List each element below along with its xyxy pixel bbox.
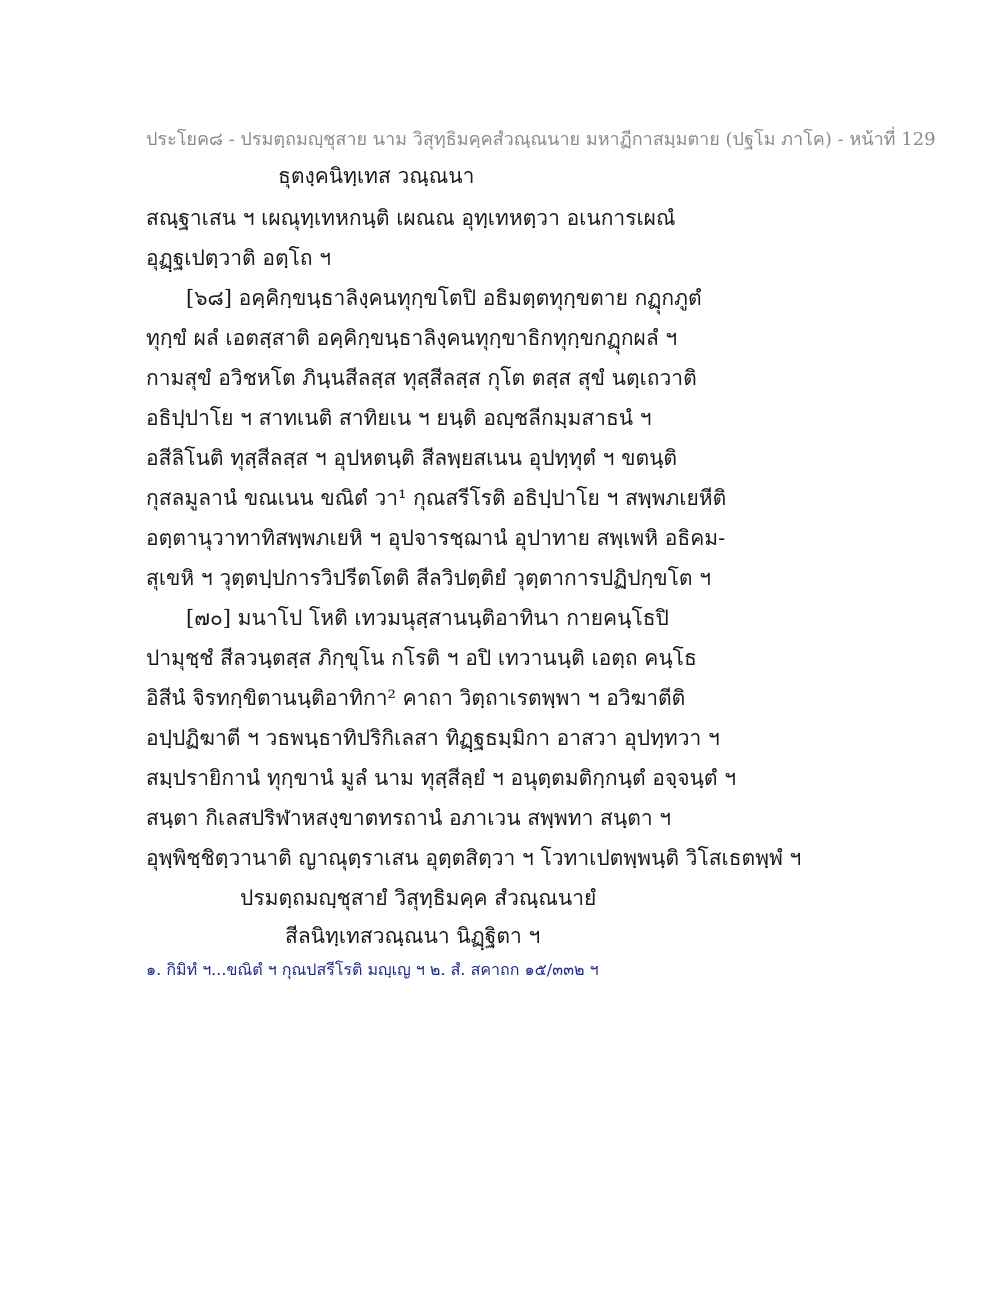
closing-line-2: สีลนิทฺเทสวณฺณนา นิฏฺฐิตา ฯ xyxy=(285,924,541,948)
text-line: อธิปฺปาโย ฯ สาทเนติ สาทิยเน ฯ ยนฺติ อญฺชลีกมฺมสาธนํ ฯ xyxy=(146,406,652,430)
paragraph-68-start: [๖๘] อคฺคิกฺขนฺธาลิงฺคนทุกฺขโตปิ อธิมตฺตทุกฺขตาย กฏุกภูตํ xyxy=(186,286,702,310)
text-line: สมฺปรายิกานํ ทุกฺขานํ มูลํ นาม ทุสฺสีลฺยํ ฯ อนุตฺตมติกฺกนฺตํ อจฺจนฺตํ ฯ xyxy=(146,766,736,790)
footnote: ๑. กิมิทํ ฯ...ขณิตํ ฯ กุณปสรีโรติ มญฺเญ ฯ ๒. สํ. สคาถก ๑๕/๓๓๒ ฯ xyxy=(146,960,599,979)
text-line: อิสีนํ จิรทกฺขิตานนฺติอาทิกา² คาถา วิตฺถาเรตพฺพา ฯ อวิฆาตีติ xyxy=(146,686,686,710)
text-line: อุพฺพิชฺชิตฺวานาติ ญาณุตฺราเสน อุตฺตสิตฺวา ฯ โวทาเปตพฺพนฺติ วิโสเธตพฺพํ ฯ xyxy=(146,846,802,870)
text-line: สณฺฐาเสน ฯ เผณุทฺเทหกนฺติ เผณณ อุทฺเทหตฺวา อเนการเผณํ xyxy=(146,206,676,230)
paragraph-70-start: [๗๐] มนาโป โหติ เทวมนุสฺสานนฺติอาทินา กายคนฺโธปิ xyxy=(186,606,669,630)
page-header: ประโยค๘ - ปรมตฺถมญฺชุสาย นาม วิสุทฺธิมคฺคสํวณฺณนาย มหาฏีกาสมฺมตาย (ปฐโม ภาโค) - หน้าที่ 129 xyxy=(146,129,936,150)
text-line: อปฺปฏิฆาตี ฯ วธพนฺธาทิปริกิเลสา ทิฏฺฐธมฺมิกา อาสวา อุปทฺทวา ฯ xyxy=(146,726,720,750)
text-line: อุฏฺฐเปตฺวาติ อตฺโถ ฯ xyxy=(146,246,332,270)
text-line: อสีลิโนติ ทุสฺสีลสฺส ฯ อุปหตนฺติ สีลพฺยสเนน อุปทฺทุตํ ฯ ขตนฺติ xyxy=(146,446,678,470)
text-line: ทุกฺขํ ผลํ เอตสฺสาติ อคฺคิกฺขนฺธาลิงฺคนทุกฺขาธิกทุกฺขกฏุกผลํ ฯ xyxy=(146,326,678,350)
text-line: สนฺตา กิเลสปริฬาหสงฺขาตทรถานํ อภาเวน สพฺพทา สนฺตา ฯ xyxy=(146,806,672,830)
text-line: อตฺตานุวาทาทิสพฺพภเยหิ ฯ อุปจารชฺฌานํ อุปาทาย สพฺเพหิ อธิคม- xyxy=(146,526,726,550)
text-line: กุสลมูลานํ ขณเนน ขณิตํ วา¹ กุณสรีโรติ อธิปฺปาโย ฯ สพฺพภเยหีติ xyxy=(146,486,727,510)
section-title: ธุตงฺคนิทฺเทส วณฺณนา xyxy=(278,164,475,188)
closing-line-1: ปรมตฺถมญฺชุสายํ วิสุทฺธิมคฺค สํวณฺณนายํ xyxy=(240,886,597,910)
text-line: ปามุชฺชํ สีลวนฺตสฺส ภิกฺขุโน กโรติ ฯ อปิ เทวานนฺติ เอตฺถ คนฺโธ xyxy=(146,646,697,670)
text-line: กามสุขํ อวิชหโต ภินฺนสีลสฺส ทุสฺสีลสฺส กุโต ตสฺส สุขํ นตฺเถวาติ xyxy=(146,366,697,390)
text-line: สุเขหิ ฯ วุตฺตปฺปการวิปรีตโตติ สีลวิปตฺติยํ วุตฺตาการปฏิปกฺขโต ฯ xyxy=(146,566,712,590)
